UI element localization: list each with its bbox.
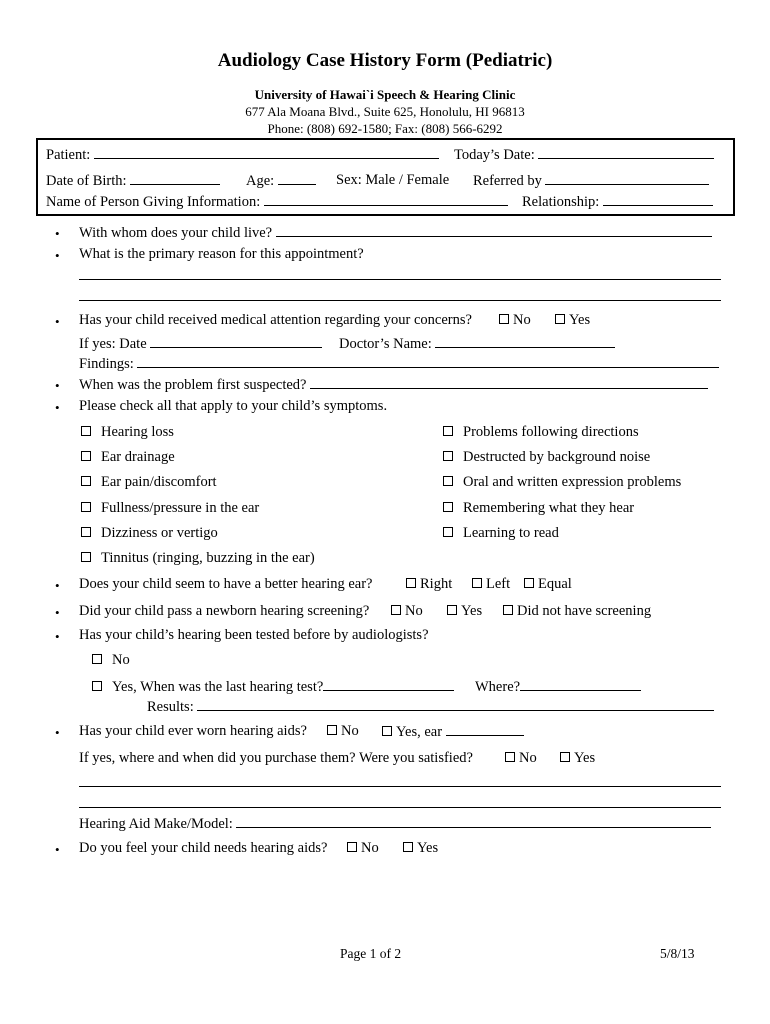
symptom-label: Problems following directions [463, 424, 639, 440]
bullet-icon: • [55, 378, 60, 393]
where-label: Where? [475, 679, 521, 695]
findings-label: Findings: [79, 356, 134, 372]
symptom-learning-to-read[interactable] [443, 525, 559, 542]
age-input[interactable] [278, 172, 316, 185]
checkbox-icon[interactable] [327, 725, 337, 735]
question-medical-label: Has your child received medical attention regarding your concerns? [79, 312, 472, 328]
age-label: Age: [246, 173, 275, 189]
informant-label: Name of Person Giving Information: [46, 194, 261, 210]
checkbox-icon[interactable] [403, 842, 413, 852]
yes-ear-label: Yes, ear [396, 724, 443, 740]
satisfied-yes[interactable] [560, 750, 595, 767]
checkbox-icon[interactable] [499, 314, 509, 324]
checkbox-icon[interactable] [81, 552, 91, 562]
form-date: 5/8/13 [660, 946, 695, 961]
clinic-name: University of Hawai`i Speech & Hearing Clinic [254, 87, 516, 102]
bullet-icon: • [55, 605, 60, 620]
relationship-input[interactable] [603, 193, 713, 206]
yes-label: Yes [574, 750, 596, 766]
left-label: Left [486, 576, 511, 592]
tested-no[interactable] [92, 652, 130, 669]
symptom-label: Oral and written expression problems [463, 474, 682, 490]
checkbox-icon[interactable] [505, 752, 515, 762]
medical-yes-label: Yes [569, 312, 591, 328]
relationship-label: Relationship: [522, 194, 600, 210]
checkbox-icon[interactable] [560, 752, 570, 762]
bullet-icon: • [55, 842, 60, 857]
symptom-label: Ear pain/discomfort [101, 474, 217, 490]
purchase-line-1[interactable] [79, 786, 721, 787]
symptom-hearing-loss[interactable] [81, 424, 174, 441]
question-worn-aids: Has your child ever worn hearing aids? [79, 723, 307, 739]
symptom-label: Remembering what they hear [463, 500, 635, 516]
form-title: Audiology Case History Form (Pediatric) [217, 50, 553, 71]
doctor-name-input[interactable] [435, 335, 615, 348]
tested-yes[interactable] [92, 678, 454, 696]
ear-input[interactable] [446, 723, 524, 736]
bullet-icon: • [55, 248, 60, 263]
sex-field[interactable]: Sex: Male / Female [336, 172, 450, 188]
suspected-input[interactable] [310, 376, 708, 389]
symptom-label: Fullness/pressure in the ear [101, 500, 260, 516]
checkbox-icon[interactable] [472, 578, 482, 588]
bullet-icon: • [55, 725, 60, 740]
checkbox-icon[interactable] [391, 605, 401, 615]
question-tested: Has your child’s hearing been tested before by audiologists? [79, 627, 429, 643]
todays-date-input[interactable] [538, 146, 714, 159]
symptom-remembering[interactable] [443, 500, 634, 517]
aid-model-field[interactable] [79, 815, 711, 833]
bullet-icon: • [55, 314, 60, 329]
symptom-expression[interactable] [443, 474, 681, 491]
worn-aids-no[interactable] [327, 723, 359, 740]
symptom-label: Learning to read [463, 525, 559, 541]
patient-field[interactable] [46, 146, 439, 164]
referred-by-input[interactable] [545, 172, 709, 185]
checkbox-icon[interactable] [443, 451, 453, 461]
patient-label: Patient: [46, 147, 91, 163]
checkbox-icon[interactable] [347, 842, 357, 852]
page-number: Page 1 of 2 [340, 946, 402, 961]
question-better-ear: Does your child seem to have a better hearing ear? [79, 576, 373, 592]
checkbox-icon[interactable] [81, 476, 91, 486]
checkbox-icon[interactable] [92, 681, 102, 691]
symptom-label: Dizziness or vertigo [101, 525, 218, 541]
purchase-line-2[interactable] [79, 807, 721, 808]
symptom-label: Hearing loss [101, 424, 174, 440]
bullet-icon: • [55, 578, 60, 593]
better-ear-left[interactable] [472, 576, 510, 593]
checkbox-icon[interactable] [382, 726, 392, 736]
symptom-background-noise[interactable] [443, 449, 650, 466]
dob-input[interactable] [130, 172, 220, 185]
live-with-input[interactable] [276, 224, 712, 237]
doctor-name-label: Doctor’s Name: [339, 336, 432, 352]
todays-date-field[interactable] [454, 146, 714, 164]
checkbox-icon[interactable] [406, 578, 416, 588]
reason-line-1[interactable] [79, 279, 721, 280]
question-symptoms: Please check all that apply to your child’s symptoms. [79, 398, 388, 414]
medical-date-input[interactable] [150, 335, 322, 348]
symptom-label: Destructed by background noise [463, 449, 651, 465]
last-test-input[interactable] [323, 678, 454, 691]
patient-input[interactable] [94, 146, 439, 159]
results-field[interactable] [147, 698, 714, 716]
no-screening-label: Did not have screening [517, 603, 652, 619]
checkbox-icon[interactable] [447, 605, 457, 615]
question-purchase: If yes, where and when did you purchase them? Were you satisfied? [79, 750, 473, 766]
findings-field[interactable] [79, 355, 719, 373]
newborn-no[interactable] [391, 603, 423, 620]
question-reason: What is the primary reason for this appointment? [79, 246, 364, 262]
symptom-ear-drainage[interactable] [81, 449, 175, 466]
needs-aids-no[interactable] [347, 840, 379, 857]
checkbox-icon[interactable] [555, 314, 565, 324]
no-label: No [341, 723, 359, 739]
bullet-icon: • [55, 629, 60, 644]
checkbox-icon[interactable] [524, 578, 534, 588]
yes-label: Yes [417, 840, 439, 856]
checkbox-icon[interactable] [81, 451, 91, 461]
clinic-phone: Phone: (808) 692-1580; Fax: (808) 566-6292 [267, 121, 503, 136]
bullet-icon: • [55, 400, 60, 415]
checkbox-icon[interactable] [443, 527, 453, 537]
dob-label: Date of Birth: [46, 173, 127, 189]
question-suspected-label: When was the problem first suspected? [79, 377, 307, 393]
satisfied-no[interactable] [505, 750, 537, 767]
reason-line-2[interactable] [79, 300, 721, 301]
results-label: Results: [147, 699, 194, 715]
better-ear-right[interactable] [406, 576, 452, 593]
newborn-yes[interactable] [447, 603, 482, 620]
question-live-with-label: With whom does your child live? [79, 225, 273, 241]
no-label: No [361, 840, 379, 856]
referred-by-field[interactable] [473, 172, 709, 190]
equal-label: Equal [538, 576, 572, 592]
medical-date-label: If yes: Date [79, 336, 147, 352]
checkbox-icon[interactable] [81, 426, 91, 436]
relationship-field[interactable] [522, 193, 713, 211]
question-suspected[interactable] [79, 376, 708, 394]
no-label: No [112, 652, 130, 668]
symptom-tinnitus[interactable] [81, 550, 315, 567]
checkbox-icon[interactable] [443, 502, 453, 512]
medical-no-label: No [513, 312, 531, 328]
checkbox-icon[interactable] [81, 502, 91, 512]
checkbox-icon[interactable] [443, 426, 453, 436]
checkbox-icon[interactable] [92, 654, 102, 664]
bullet-icon: • [55, 226, 60, 241]
clinic-address: 677 Ala Moana Blvd., Suite 625, Honolulu, HI 96813 [245, 104, 525, 119]
where-input[interactable] [520, 678, 641, 691]
medical-yes-option[interactable] [555, 312, 590, 329]
todays-date-label: Today’s Date: [454, 147, 535, 163]
results-input[interactable] [197, 698, 714, 711]
question-needs-aids: Do you feel your child needs hearing aids? [79, 840, 328, 856]
medical-no-option[interactable] [499, 312, 531, 329]
informant-field[interactable] [46, 193, 508, 211]
symptom-fullness[interactable] [81, 500, 259, 517]
checkbox-icon[interactable] [443, 476, 453, 486]
question-medical [79, 312, 472, 329]
needs-aids-yes[interactable] [403, 840, 438, 857]
referred-by-label: Referred by [473, 173, 542, 189]
symptom-label: Tinnitus (ringing, buzzing in the ear) [101, 550, 315, 566]
dob-field[interactable] [46, 172, 220, 190]
where-field[interactable] [475, 678, 641, 696]
right-label: Right [420, 576, 453, 592]
checkbox-icon[interactable] [81, 527, 91, 537]
medical-date-field[interactable] [79, 335, 322, 353]
yes-label: Yes [461, 603, 483, 619]
no-label: No [519, 750, 537, 766]
aid-model-label: Hearing Aid Make/Model: [79, 816, 233, 832]
newborn-no-screening[interactable] [503, 603, 651, 620]
symptom-dizziness[interactable] [81, 525, 218, 542]
question-live-with[interactable] [79, 224, 712, 242]
worn-aids-yes[interactable] [382, 723, 524, 741]
doctor-name-field[interactable] [339, 335, 615, 353]
symptom-following-directions[interactable] [443, 424, 639, 441]
better-ear-equal[interactable] [524, 576, 572, 593]
symptom-ear-pain[interactable] [81, 474, 217, 491]
aid-model-input[interactable] [236, 815, 711, 828]
findings-input[interactable] [137, 355, 719, 368]
informant-input[interactable] [264, 193, 508, 206]
no-label: No [405, 603, 423, 619]
age-field[interactable] [246, 172, 316, 190]
question-newborn: Did your child pass a newborn hearing screening? [79, 603, 370, 619]
yes-last-test-label: Yes, When was the last hearing test? [112, 679, 324, 695]
checkbox-icon[interactable] [503, 605, 513, 615]
symptom-label: Ear drainage [101, 449, 175, 465]
